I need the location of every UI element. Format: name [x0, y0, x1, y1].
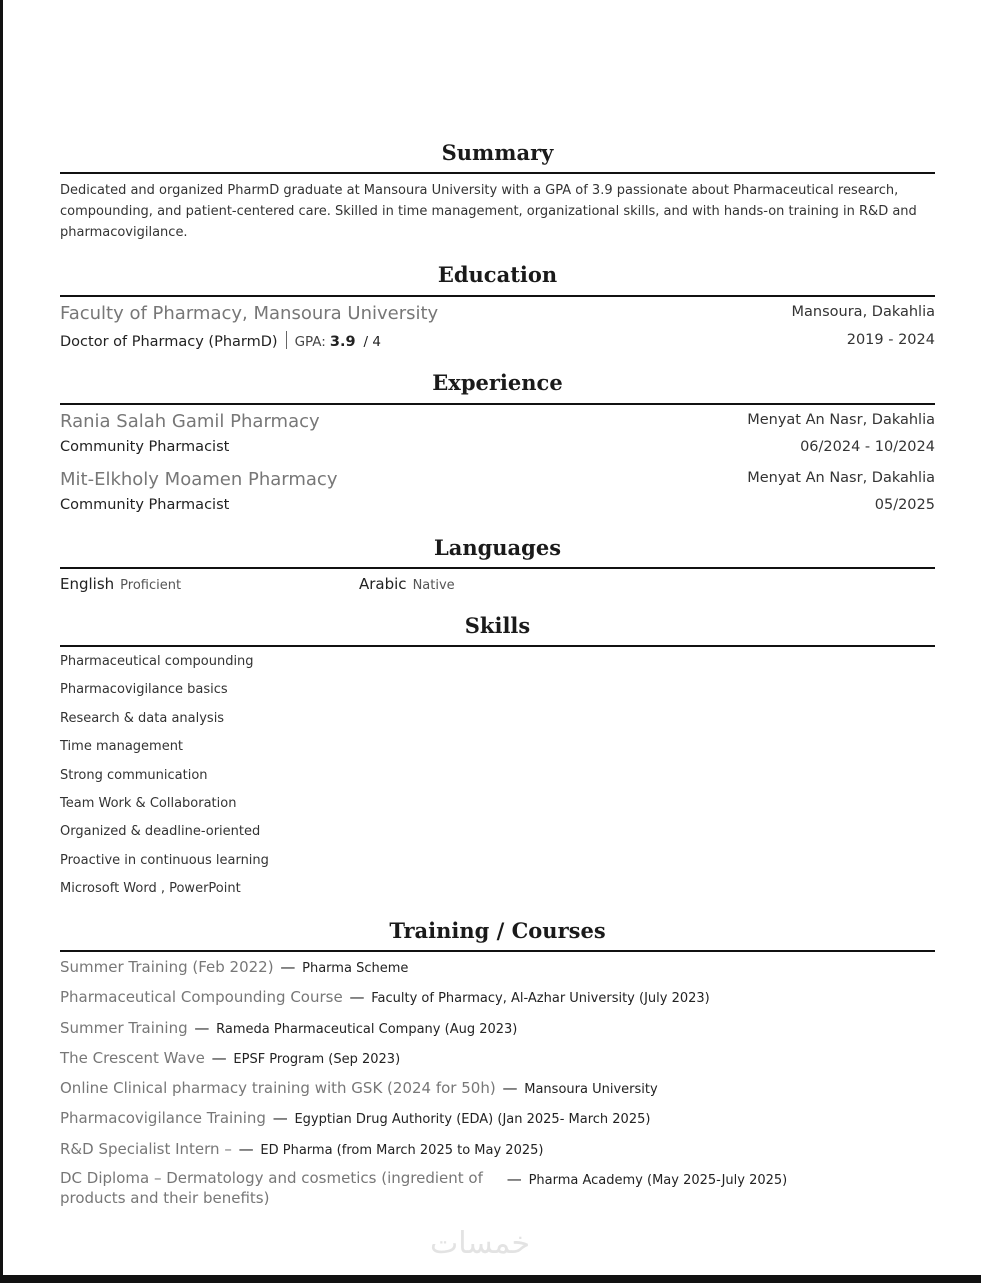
skill-item: Time management	[60, 739, 184, 755]
experience-heading: Experience	[432, 370, 563, 395]
training-item	[60, 1168, 788, 1208]
training-name: Summer Training (Feb 2022)	[60, 958, 274, 976]
language-level: Proficient	[120, 578, 182, 593]
experience-dates: 05/2025	[874, 497, 935, 513]
skill-item: Research & data analysis	[60, 710, 225, 726]
training-org: Egyptian Drug Authority (EDA) (Jan 2025- March 2025)	[294, 1112, 651, 1128]
training-org: Faculty of Pharmacy, Al-Azhar University (July 2023)	[371, 991, 710, 1007]
skill-item: Pharmacovigilance basics	[60, 682, 228, 698]
training-name: The Crescent Wave	[60, 1048, 205, 1067]
summary-text: Dedicated and organized PharmD graduate at Mansoura University with a GPA of 3.9 passionate about Pharmaceutical research, compounding, and patient-centered care. Skilled in time management, organizational skills, and with hands-on training in R&D and pharmacovigilance.	[60, 183, 917, 240]
resume-page	[60, 0, 935, 1283]
experience-role: Community Pharmacist	[60, 439, 230, 455]
skill-item: Pharmaceutical compounding	[60, 654, 254, 669]
gpa-max: / 4	[363, 334, 381, 350]
training-item	[60, 956, 787, 986]
skill-item: Proactive in continuous learning	[60, 852, 269, 868]
training-dash: —	[194, 1018, 210, 1037]
training-item	[60, 1107, 787, 1137]
skill-item: Microsoft Word , PowerPoint	[60, 881, 241, 897]
skill-item: Organized & deadline-oriented	[60, 824, 261, 840]
education-divider	[60, 295, 935, 297]
summary-divider	[60, 172, 935, 174]
training-item	[60, 1077, 787, 1107]
training-org: ED Pharma (from March 2025 to May 2025)	[260, 1142, 544, 1158]
experience-location: Menyat An Nasr, Dakahlia	[747, 412, 935, 428]
training-dash: —	[349, 988, 365, 1007]
experience-employer: Mit-Elkholy Moamen Pharmacy	[60, 469, 338, 490]
language-item	[359, 574, 455, 596]
training-dash: —	[502, 1079, 518, 1098]
training-org: Rameda Pharmaceutical Company (Aug 2023)	[216, 1021, 518, 1037]
experience-divider	[60, 403, 935, 405]
education-degree-line	[60, 331, 381, 352]
education-heading: Education	[437, 262, 558, 287]
language-level: Native	[412, 578, 455, 593]
training-name: Pharmaceutical Compounding Course	[60, 988, 343, 1007]
training-item	[60, 986, 787, 1016]
skills-divider	[60, 645, 935, 647]
education-degree: Doctor of Pharmacy (PharmD)	[60, 334, 278, 350]
skill-item: Strong communication	[60, 767, 208, 783]
training-dash: —	[211, 1048, 227, 1067]
education-dates: 2019 - 2024	[846, 332, 935, 348]
experience-role: Community Pharmacist	[60, 497, 230, 513]
training-org: Mansoura University	[524, 1082, 658, 1098]
training-item	[60, 1047, 787, 1077]
training-name: Online Clinical pharmacy training with GSK (2024 for 50h)	[60, 1079, 496, 1098]
experience-employer: Rania Salah Gamil Pharmacy	[60, 411, 320, 432]
training-name: Summer Training	[60, 1018, 188, 1037]
training-item	[60, 1017, 787, 1047]
training-dash: —	[272, 1109, 288, 1128]
experience-location: Menyat An Nasr, Dakahlia	[747, 470, 935, 486]
watermark-logo: خمسات	[430, 1226, 531, 1261]
training-heading: Training / Courses	[389, 918, 606, 943]
training-org: Pharma Scheme	[302, 961, 409, 976]
training-dash: —	[238, 1139, 254, 1158]
experience-dates: 06/2024 - 10/2024	[800, 439, 935, 455]
education-location: Mansoura, Dakahlia	[791, 304, 935, 320]
education-separator	[286, 331, 287, 349]
training-name: R&D Specialist Intern –	[60, 1139, 232, 1158]
gpa-value: 3.9	[329, 334, 356, 350]
language-name: English	[60, 575, 115, 593]
page-left-border	[0, 0, 3, 1283]
skill-item: Team Work & Collaboration	[60, 795, 237, 811]
gpa-label: GPA:	[294, 334, 326, 350]
training-org: EPSF Program (Sep 2023)	[233, 1051, 401, 1067]
training-dash: —	[506, 1170, 522, 1189]
training-item	[60, 1138, 787, 1168]
languages-divider	[60, 567, 935, 569]
training-divider	[60, 950, 935, 952]
training-name: Pharmacovigilance Training	[60, 1109, 266, 1128]
language-name: Arabic	[359, 575, 407, 593]
summary-heading: Summary	[441, 140, 554, 165]
training-name: DC Diploma – Dermatology and cosmetics (ingredient of products and their benefits)	[60, 1169, 483, 1208]
education-institution: Faculty of Pharmacy, Mansoura University	[60, 303, 439, 324]
languages-heading: Languages	[433, 535, 562, 560]
training-list	[60, 956, 788, 1208]
skills-list	[60, 651, 269, 907]
training-dash: —	[280, 958, 296, 976]
skills-heading: Skills	[464, 613, 531, 638]
language-item	[60, 574, 181, 596]
training-org: Pharma Academy (May 2025-July 2025)	[528, 1173, 788, 1189]
